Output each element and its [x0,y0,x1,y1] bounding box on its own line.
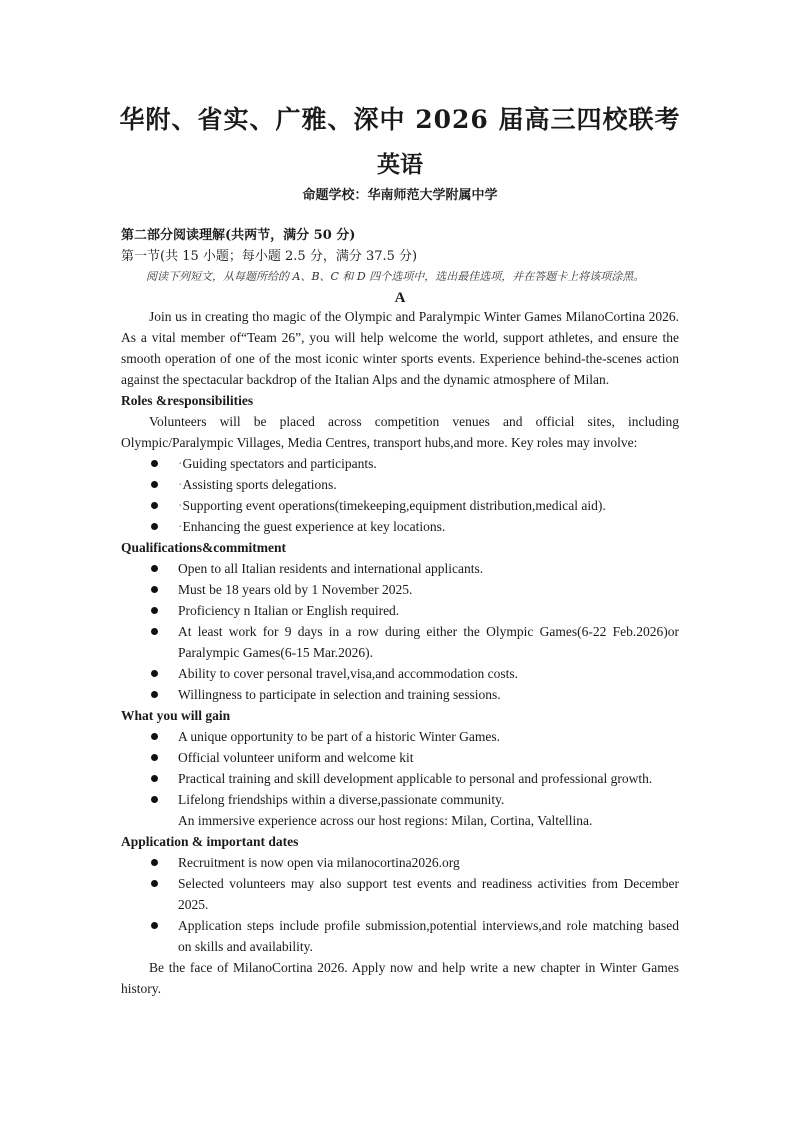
list-item: Recruitment is now open via milanocortina2026.org [121,852,679,873]
directions: 阅读下列短文，从每题所给的 A、B、C 和 D 四个选项中，选出最佳选项，并在答题卡上将该项涂黑。 [146,270,645,283]
gain-list [121,726,679,810]
gain-heading: What you will gain [121,708,231,723]
section-heading: 第一节(共 15 小题；每小题 2.5 分，满分 37.5 分) [121,249,418,264]
bullet-icon [151,880,158,887]
bullet-icon [151,460,158,467]
qualifications-heading: Qualifications&commitment [121,540,286,555]
list-item: ·Enhancing the guest experience at key locations. [121,516,679,537]
list-item: Must be 18 years old by 1 November 2025. [121,579,679,600]
bullet-icon [151,922,158,929]
gain-extra-line: An immersive experience across our host regions: Milan, Cortina, Valtellina. [178,813,593,828]
bullet-icon [151,565,158,572]
list-item: A unique opportunity to be part of a historic Winter Games. [121,726,679,747]
bullet-icon [151,754,158,761]
bullet-icon [151,691,158,698]
bullet-icon [151,628,158,635]
bullet-icon [151,733,158,740]
part-heading: 第二部分阅读理解(共两节，满分 50 分) [121,228,356,243]
qualifications-list [121,558,679,705]
list-item: Application steps include profile submission,potential interviews,and role matching based on skills and availability. [121,915,679,957]
list-item: Open to all Italian residents and international applicants. [121,558,679,579]
list-item: Selected volunteers may also support test events and readiness activities from December 2025. [121,873,679,915]
exam-title: 华附、省实、广雅、深中 2026 届高三四校联考 [119,105,681,134]
bullet-icon [151,859,158,866]
list-item: Lifelong friendships within a diverse,passionate community. [121,789,679,810]
bullet-icon [151,670,158,677]
list-item: ·Supporting event operations(timekeeping,equipment distribution,medical aid). [121,495,679,516]
list-item: At least work for 9 days in a row during either the Olympic Games(6-22 Feb.2026)or Paralympic Games(6-15 Mar.2026). [121,621,679,663]
list-item: ·Guiding spectators and participants. [121,453,679,474]
list-item: Ability to cover personal travel,visa,and accommodation costs. [121,663,679,684]
roles-heading: Roles &responsibilities [121,393,254,408]
roles-list [121,453,679,537]
bullet-icon [151,523,158,530]
list-item: Willingness to participate in selection and training sessions. [121,684,679,705]
intro-paragraph: Join us in creating tho magic of the Olympic and Paralympic Winter Games MilanoCortina 2026. As a vital member of“Team 26”, you will help welcome the world, support athletes, and ensure the smooth operation of one of the most iconic winter sports events. Experience behind-the-scenes action against the spectacular backdrop of the Italian Alps and the dynamic atmosphere of Milan. [121,309,679,387]
application-list [121,852,679,957]
application-heading: Application & important dates [121,834,299,849]
bullet-icon [151,796,158,803]
roles-paragraph: Volunteers will be placed across competition venues and official sites, including Olympic/Paralympic Villages, Media Centres, transport hubs,and more. Key roles may involve: [121,414,679,450]
bullet-icon [151,481,158,488]
bullet-icon [151,607,158,614]
list-item: ·Assisting sports delegations. [121,474,679,495]
bullet-icon [151,775,158,782]
subject-title: 英语 [377,151,423,178]
list-item: Official volunteer uniform and welcome kit [121,747,679,768]
list-item: Practical training and skill development applicable to personal and professional growth. [121,768,679,789]
setter-school: 命题学校：华南师范大学附属中学 [302,188,498,203]
bullet-icon [151,586,158,593]
list-item: Proficiency n Italian or English required. [121,600,679,621]
passage-body [121,306,679,999]
bullet-icon [151,502,158,509]
closing-paragraph: Be the face of MilanoCortina 2026. Apply now and help write a new chapter in Winter Games history. [121,960,679,996]
passage-label: A [394,290,406,306]
